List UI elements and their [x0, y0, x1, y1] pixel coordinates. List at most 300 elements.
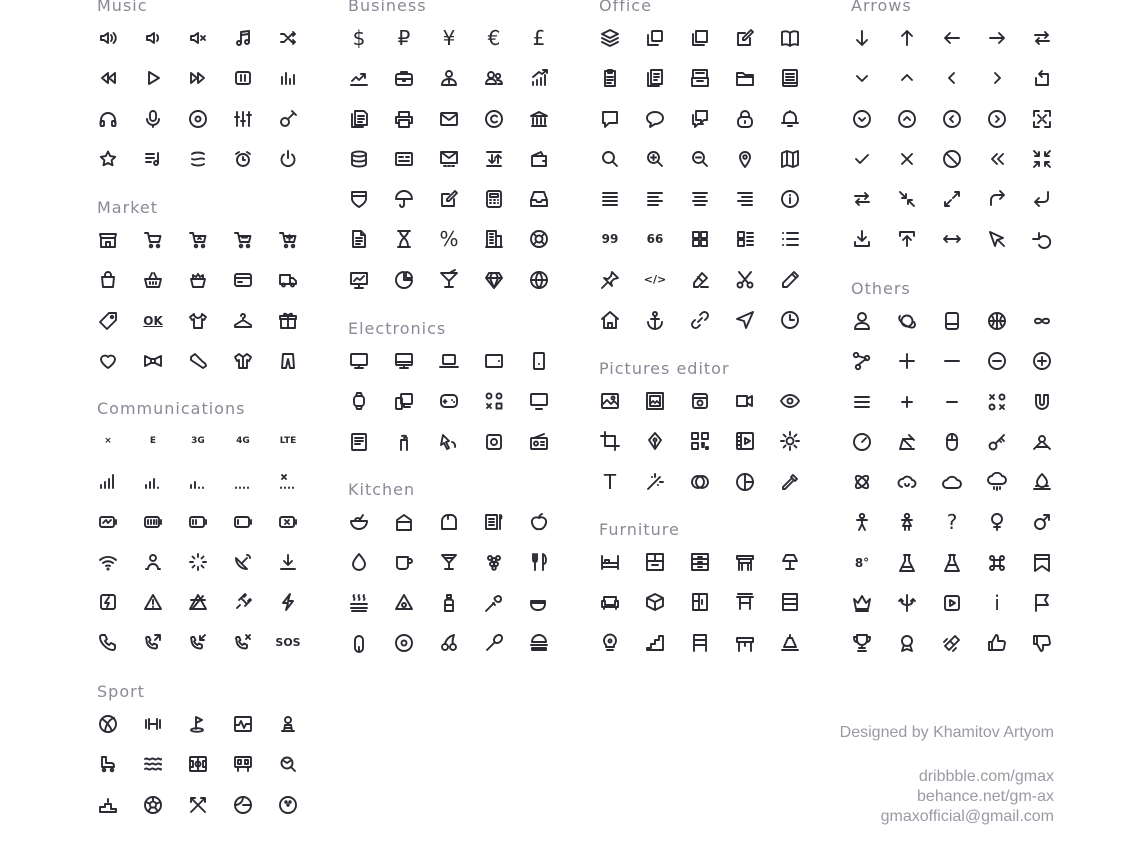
quote-66-glyph: 66	[646, 232, 664, 247]
document-icon	[348, 228, 370, 250]
icon-grid	[97, 430, 322, 672]
section-furniture	[599, 522, 824, 672]
satellite-dish-icon	[232, 551, 254, 573]
loading-icon	[187, 551, 209, 573]
hourglass-icon	[393, 228, 415, 250]
check-icon	[851, 148, 873, 170]
chart-growth-icon	[348, 67, 370, 89]
user-network-icon	[142, 551, 164, 573]
soup-bowl-icon	[348, 511, 370, 533]
text-tool-icon	[599, 471, 621, 493]
inbox-icon	[528, 188, 550, 210]
signal-lte-glyph: LTE	[279, 435, 297, 446]
grid-view-icon	[689, 228, 711, 250]
soccer-ball-icon	[142, 794, 164, 816]
collapse-icon	[1031, 148, 1053, 170]
clipboard-icon	[599, 67, 621, 89]
trophy-podium-icon	[277, 713, 299, 735]
swap-horizontal-icon	[1031, 27, 1053, 49]
fridge-icon	[393, 511, 415, 533]
person-icon	[851, 511, 873, 533]
apps-remote-icon	[483, 390, 505, 412]
dribbble-link[interactable]: dribbble.com/gmax	[918, 768, 1054, 785]
cart-add-icon	[277, 229, 299, 251]
apple-icon	[528, 511, 550, 533]
zoom-in-icon	[644, 148, 666, 170]
medal-icon	[896, 632, 918, 654]
info-letter-icon	[986, 592, 1008, 614]
shopping-bag-icon	[97, 269, 119, 291]
signal-x-glyph: ×	[104, 435, 112, 446]
return-icon	[1031, 188, 1053, 210]
spatula-icon	[483, 632, 505, 654]
contact-links	[881, 767, 1054, 827]
radio-icon	[528, 431, 550, 453]
flask-icon	[896, 552, 918, 574]
circle-minus-icon	[986, 350, 1008, 372]
female-icon	[986, 511, 1008, 533]
icon-grid	[599, 390, 824, 511]
bank-icon	[528, 108, 550, 130]
code-glyph: </>	[643, 273, 667, 287]
shopping-cart-icon	[142, 229, 164, 251]
circle-chevron-up-icon	[896, 108, 918, 130]
designer-credit	[840, 723, 1054, 743]
thumbs-down-icon	[1031, 632, 1053, 654]
code-icon	[644, 269, 666, 291]
rain-cloud-icon	[986, 471, 1008, 493]
pants-icon	[277, 350, 299, 372]
pen-tool-icon	[644, 430, 666, 452]
arrow-left-icon	[941, 27, 963, 49]
briefcase-icon	[393, 67, 415, 89]
magnifier-ball-icon	[277, 753, 299, 775]
fast-forward-icon	[187, 67, 209, 89]
eraser-icon	[689, 269, 711, 291]
water-level-icon	[1031, 471, 1053, 493]
icon-grid	[599, 27, 824, 349]
picture-frame-icon	[644, 390, 666, 412]
cherries-icon	[438, 632, 460, 654]
guitar-icon	[277, 108, 299, 130]
dice-icon	[986, 391, 1008, 413]
section-title: Business	[348, 0, 427, 15]
align-justify-icon	[599, 188, 621, 210]
archive-icon	[689, 67, 711, 89]
alarm-clock-icon	[232, 148, 254, 170]
section-office	[599, 0, 824, 349]
quote-99-icon	[599, 228, 621, 250]
section-pictures-editor	[599, 361, 824, 511]
chevron-up-icon	[896, 67, 918, 89]
microphone-icon	[142, 108, 164, 130]
wallet-icon	[528, 148, 550, 170]
shield-icon	[348, 188, 370, 210]
box-icon	[644, 591, 666, 613]
contrast-icon	[734, 471, 756, 493]
charging-icon	[97, 591, 119, 613]
battery-charging-icon	[97, 511, 119, 533]
signal-4g-glyph: 4G	[236, 435, 250, 446]
chemistry-icon	[941, 552, 963, 574]
sos-glyph: SOS	[275, 635, 301, 649]
ok-label-icon	[142, 310, 164, 332]
plus-icon	[896, 350, 918, 372]
presentation-icon	[348, 269, 370, 291]
thumbs-up-icon	[986, 632, 1008, 654]
section-title: Arrows	[851, 0, 912, 15]
notebook-icon	[779, 67, 801, 89]
cheese-icon	[393, 592, 415, 614]
percent-glyph: %	[439, 227, 459, 252]
drop-icon	[348, 551, 370, 573]
repeat-wave-icon	[187, 148, 209, 170]
section-communications	[97, 401, 322, 672]
atom-icon	[851, 471, 873, 493]
send-icon	[734, 309, 756, 331]
ruble-glyph: ₽	[397, 26, 411, 50]
id-card-icon	[393, 148, 415, 170]
bell-icon	[779, 108, 801, 130]
signal-none-icon	[277, 470, 299, 492]
cart-remove-icon	[187, 229, 209, 251]
small-plus-icon	[896, 391, 918, 413]
phone-icon	[97, 631, 119, 653]
warning-icon	[142, 591, 164, 613]
circle-plus-icon	[1031, 350, 1053, 372]
qr-code-icon	[689, 430, 711, 452]
laptop-icon	[438, 350, 460, 372]
signal-3g-icon	[187, 430, 209, 452]
section-title: Furniture	[599, 520, 680, 539]
yen-icon	[438, 27, 460, 49]
phone-incoming-icon	[187, 631, 209, 653]
blend-icon	[689, 471, 711, 493]
basket-icon	[142, 269, 164, 291]
store-icon	[97, 229, 119, 251]
drawer-icon	[689, 551, 711, 573]
anchor-icon	[644, 309, 666, 331]
table-lamp-icon	[779, 551, 801, 573]
equalizer-icon	[277, 67, 299, 89]
magnet-icon	[1031, 391, 1053, 413]
woman-icon	[896, 511, 918, 533]
baby-bottle-icon	[438, 592, 460, 614]
home-icon	[599, 309, 621, 331]
section-title: Kitchen	[348, 480, 416, 499]
basketball-icon	[97, 713, 119, 735]
ruble-icon	[393, 27, 415, 49]
sofa-icon	[599, 591, 621, 613]
chat-double-icon	[689, 108, 711, 130]
question-icon	[941, 511, 963, 533]
signal-lte-icon	[277, 430, 299, 452]
dollar-icon	[348, 27, 370, 49]
user-business-icon	[438, 67, 460, 89]
location-pin-icon	[734, 148, 756, 170]
quote-99-glyph: 99	[601, 232, 619, 247]
temperature-icon	[851, 552, 873, 574]
text-tool-glyph: T	[603, 469, 617, 494]
printer-icon	[393, 108, 415, 130]
section-title: Pictures editor	[599, 359, 730, 378]
gift-icon	[277, 310, 299, 332]
section-title: Office	[599, 0, 652, 15]
circle-chevron-down-icon	[851, 108, 873, 130]
bowling-ball-icon	[277, 794, 299, 816]
list-icon	[779, 228, 801, 250]
donut-icon	[393, 632, 415, 654]
shuffle-icon	[277, 27, 299, 49]
headphones-icon	[97, 108, 119, 130]
signal-e-icon	[142, 430, 164, 452]
cocktail-icon	[438, 269, 460, 291]
signal-full-icon	[97, 470, 119, 492]
camera-icon	[483, 431, 505, 453]
play-icon	[142, 67, 164, 89]
scissors-icon	[734, 269, 756, 291]
trophy-icon	[851, 632, 873, 654]
info-icon	[779, 188, 801, 210]
section-title: Communications	[97, 399, 246, 418]
playlist-icon	[142, 148, 164, 170]
icon-grid	[851, 27, 1076, 269]
cabinet-icon	[689, 591, 711, 613]
volume-low-icon	[142, 27, 164, 49]
mouse-icon	[941, 431, 963, 453]
tennis-ball-icon	[232, 794, 254, 816]
shrink-icon	[896, 188, 918, 210]
book-icon	[779, 27, 801, 49]
flag-icon	[1031, 592, 1053, 614]
folder-icon	[734, 67, 756, 89]
icon-grid	[97, 713, 322, 834]
coins-stack-icon	[348, 148, 370, 170]
hanger-icon	[232, 310, 254, 332]
stats-growth-icon	[528, 67, 550, 89]
mixer-sliders-icon	[232, 108, 254, 130]
pound-glyph: £	[532, 26, 546, 50]
smartwatch-icon	[348, 390, 370, 412]
crown-basket-icon	[187, 269, 209, 291]
edit-icon	[734, 27, 756, 49]
bookmark-icon	[1031, 552, 1053, 574]
copy-icon	[644, 27, 666, 49]
email-link[interactable]: gmaxofficial@gmail.com	[880, 808, 1054, 825]
pause-icon	[232, 67, 254, 89]
battery-full-icon	[142, 511, 164, 533]
desktop-icon	[393, 350, 415, 372]
umbrella-icon	[393, 188, 415, 210]
crop-icon	[599, 430, 621, 452]
align-left-icon	[644, 188, 666, 210]
newsletter-icon	[438, 148, 460, 170]
section-others	[851, 281, 1076, 673]
rotate-icon	[1031, 67, 1053, 89]
shoe-icon	[187, 350, 209, 372]
calculator-icon	[483, 188, 505, 210]
battery-low-icon	[232, 511, 254, 533]
vinyl-record-icon	[187, 108, 209, 130]
dumbbell-icon	[142, 713, 164, 735]
section-sport	[97, 684, 322, 834]
podium-icon	[97, 794, 119, 816]
chair-icon	[689, 632, 711, 654]
infinity-icon	[1031, 310, 1053, 332]
circle-chevron-left-icon	[941, 108, 963, 130]
ice-cream-icon	[348, 632, 370, 654]
delivery-truck-icon	[277, 269, 299, 291]
hot-steam-icon	[348, 592, 370, 614]
volume-mute-icon	[187, 27, 209, 49]
golf-flag-icon	[187, 713, 209, 735]
burger-icon	[528, 632, 550, 654]
documents-icon	[348, 108, 370, 130]
volume-up-icon	[97, 27, 119, 49]
zoom-out-icon	[689, 148, 711, 170]
video-camera-icon	[734, 390, 756, 412]
devices-icon	[393, 390, 415, 412]
image-icon	[599, 390, 621, 412]
flash-icon	[277, 591, 299, 613]
bandage-icon	[941, 632, 963, 654]
question-glyph: ?	[946, 510, 958, 535]
icon-grid	[97, 229, 322, 390]
cursor-icon	[986, 228, 1008, 250]
office-building-icon	[483, 228, 505, 250]
cutlery-icon	[528, 551, 550, 573]
align-right-icon	[734, 188, 756, 210]
team-icon	[483, 67, 505, 89]
list-grid-icon	[734, 228, 756, 250]
pencil-icon	[779, 269, 801, 291]
yen-glyph: ¥	[442, 26, 456, 50]
pyramid-user-icon	[1031, 431, 1053, 453]
section-music	[97, 0, 322, 188]
behance-link[interactable]: behance.net/gm-ax	[917, 788, 1054, 805]
light-bulb-icon	[599, 632, 621, 654]
cart-cancel-icon	[232, 229, 254, 251]
signal-low-icon	[232, 470, 254, 492]
share-icon	[851, 350, 873, 372]
martini-glass-icon	[438, 551, 460, 573]
undo-icon	[1031, 228, 1053, 250]
bookshelf-icon	[779, 591, 801, 613]
percent-icon	[438, 228, 460, 250]
euro-icon	[483, 27, 505, 49]
phone-missed-icon	[232, 631, 254, 653]
arrow-down-icon	[851, 27, 873, 49]
stairs-icon	[644, 632, 666, 654]
signal-4g-icon	[232, 430, 254, 452]
wifi-icon	[97, 551, 119, 573]
heart-icon	[97, 350, 119, 372]
heart-rate-icon	[232, 713, 254, 735]
eye-icon	[779, 390, 801, 412]
search-icon	[599, 148, 621, 170]
signal-x-icon	[97, 430, 119, 452]
no-signal-icon	[187, 591, 209, 613]
signal-medium-icon	[187, 470, 209, 492]
brightness-icon	[779, 430, 801, 452]
icon-grid	[348, 511, 573, 672]
rewind-icon	[97, 67, 119, 89]
globe-icon	[528, 269, 550, 291]
sos-icon	[277, 631, 299, 653]
chevron-left-icon	[941, 67, 963, 89]
toaster-icon	[438, 511, 460, 533]
crossed-swords-icon	[187, 794, 209, 816]
map-icon	[779, 148, 801, 170]
double-chevron-left-icon	[986, 148, 1008, 170]
trash-bin-icon	[941, 310, 963, 332]
section-title: Others	[851, 279, 911, 298]
exchange-icon	[483, 148, 505, 170]
icon-grid	[348, 350, 573, 471]
armchair-icon	[734, 551, 756, 573]
user-icon	[851, 310, 873, 332]
smartphone-icon	[528, 350, 550, 372]
section-title: Sport	[97, 682, 145, 701]
icon-grid	[599, 551, 824, 672]
block-icon	[941, 148, 963, 170]
temperature-glyph: 8°	[854, 555, 870, 570]
cloud-icon	[941, 471, 963, 493]
section-arrows	[851, 0, 1076, 269]
section-electronics	[348, 321, 573, 471]
gamepad-icon	[438, 390, 460, 412]
battery-half-icon	[187, 511, 209, 533]
expand-icon	[1031, 108, 1053, 130]
teacup-icon	[528, 592, 550, 614]
download-icon	[277, 551, 299, 573]
tv-icon	[528, 390, 550, 412]
resize-horizontal-icon	[941, 228, 963, 250]
swimming-waves-icon	[142, 753, 164, 775]
battery-empty-icon	[277, 511, 299, 533]
phone-forward-icon	[142, 631, 164, 653]
section-title: Music	[97, 0, 148, 15]
mail-icon	[438, 108, 460, 130]
monitor-icon	[348, 350, 370, 372]
key-icon	[986, 431, 1008, 453]
arrow-right-icon	[986, 27, 1008, 49]
male-icon	[1031, 511, 1053, 533]
icon-grid	[348, 27, 573, 309]
icon-grid	[97, 27, 322, 188]
pin-icon	[599, 269, 621, 291]
music-note-icon	[232, 27, 254, 49]
tablet-landscape-icon	[483, 350, 505, 372]
section-title: Market	[97, 198, 158, 217]
small-minus-icon	[941, 391, 963, 413]
chevron-right-icon	[986, 67, 1008, 89]
circle-chevron-right-icon	[986, 108, 1008, 130]
jacket-icon	[232, 350, 254, 372]
dining-table-icon	[734, 591, 756, 613]
info-letter-glyph: i	[994, 591, 1000, 616]
crown-icon	[851, 592, 873, 614]
menu-card-icon	[483, 511, 505, 533]
euro-glyph: €	[487, 26, 501, 50]
photo-edit-icon	[689, 390, 711, 412]
minus-icon	[941, 350, 963, 372]
pie-chart-icon	[393, 269, 415, 291]
film-icon	[734, 430, 756, 452]
diamond-icon	[483, 269, 505, 291]
pointer-device-icon	[438, 431, 460, 453]
basketball-net-icon	[986, 310, 1008, 332]
